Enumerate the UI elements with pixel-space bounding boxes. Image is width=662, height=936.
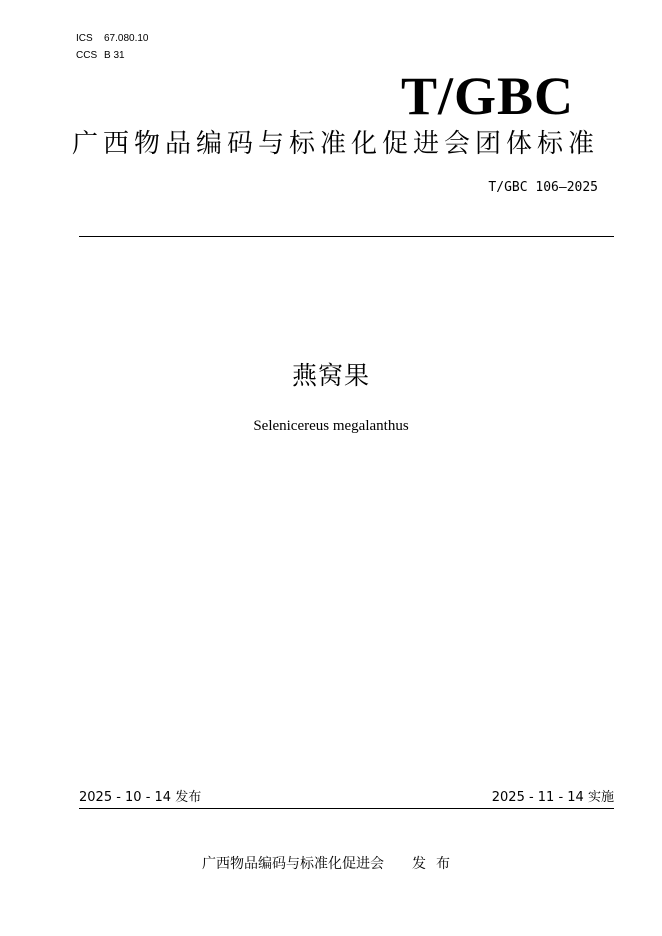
publisher-name: 广西物品编码与标准化促进会	[202, 856, 384, 872]
ccs-line	[76, 50, 125, 62]
publish-date: 2025 - 10 - 14	[79, 790, 172, 805]
publish-date-line	[79, 789, 201, 807]
standard-number: T/GBC 106—2025	[488, 180, 598, 195]
implement-label: 实施	[587, 790, 614, 805]
publisher-line	[0, 854, 662, 874]
publish-label: 发布	[175, 790, 202, 805]
implement-date-line	[492, 789, 614, 807]
ccs-code: B 31	[104, 50, 125, 61]
ics-line	[76, 33, 149, 45]
ics-code: 67.080.10	[104, 33, 149, 44]
organization-standard-title: 广西物品编码与标准化促进会团体标准	[72, 129, 600, 159]
ics-label: ICS	[76, 33, 93, 44]
header-divider	[79, 236, 614, 237]
implement-date: 2025 - 11 - 14	[491, 790, 584, 805]
publisher-action: 发布	[412, 856, 460, 872]
document-title-cn: 燕窝果	[291, 361, 370, 390]
ccs-label: CCS	[76, 50, 98, 61]
document-title-en: Selenicereus megalanthus	[253, 418, 409, 434]
standard-logo: T/GBC	[400, 66, 574, 126]
footer-divider	[79, 808, 614, 809]
